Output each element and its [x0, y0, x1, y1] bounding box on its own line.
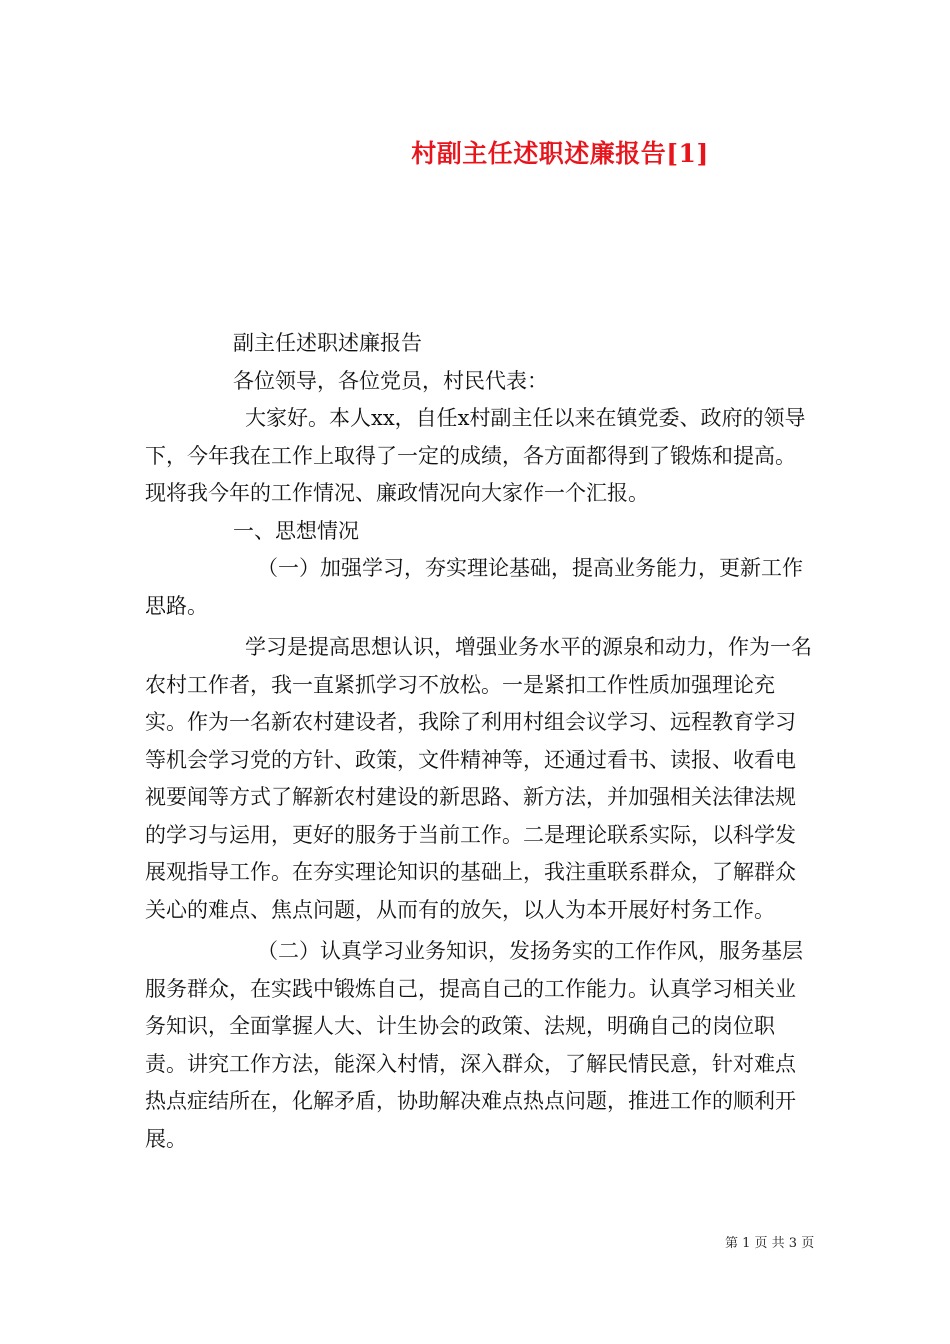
paragraph-intro: 大家好。本人xx，自任x村副主任以来在镇党委、政府的领导下，今年我在工作上取得了一定的成绩，各方面都得到了锻炼和提高。现将我今年的工作情况、廉政情况向大家作一个汇报。: [145, 406, 806, 505]
salutation: 各位领导，各位党员，村民代表：: [233, 368, 548, 393]
document-title: 村副主任述职述廉报告[1]: [411, 139, 709, 168]
document-body: [145, 325, 815, 1158]
document-subtitle: 副主任述职述廉报告: [233, 331, 422, 355]
paragraph-study: 学习是提高思想认识，增强业务水平的源泉和动力，作为一名农村工作者，我一直紧抓学习不放松。一是紧扣工作性质加强理论充实。作为一名新农村建设者，我除了利用村组会议学习、远程教育学习等机会学习党的方针、政策，文件精神等，还通过看书、读报、收看电视要闻等方式了解新农村建设的新思路、新方法，并加强相关法律法规的学习与运用，更好的服务于当前工作。二是理论联系实际，以科学发展观指导工作。在夯实理论知识的基础上，我注重联系群众，了解群众关心的难点、焦点问题，从而有的放矢，以人为本开展好村务工作。: [145, 635, 812, 922]
section-heading: 一、思想情况: [233, 518, 359, 543]
paragraph-subheading-1: （一）加强学习，夯实理论基础，提高业务能力，更新工作思路。: [145, 556, 803, 618]
page-number: 第 1 页 共 3 页: [725, 1236, 815, 1251]
paragraph-subheading-2: （二）认真学习业务知识，发扬务实的工作作风，服务基层服务群众，在实践中锻炼自己，提高自己的工作能力。认真学习相关业务知识，全面掌握人大、计生协会的政策、法规，明确自己的岗位职责。讲究工作方法，能深入村情，深入群众，了解民情民意，针对难点热点症结所在，化解矛盾，协助解决难点热点问题，推进工作的顺利开展。: [145, 939, 803, 1151]
